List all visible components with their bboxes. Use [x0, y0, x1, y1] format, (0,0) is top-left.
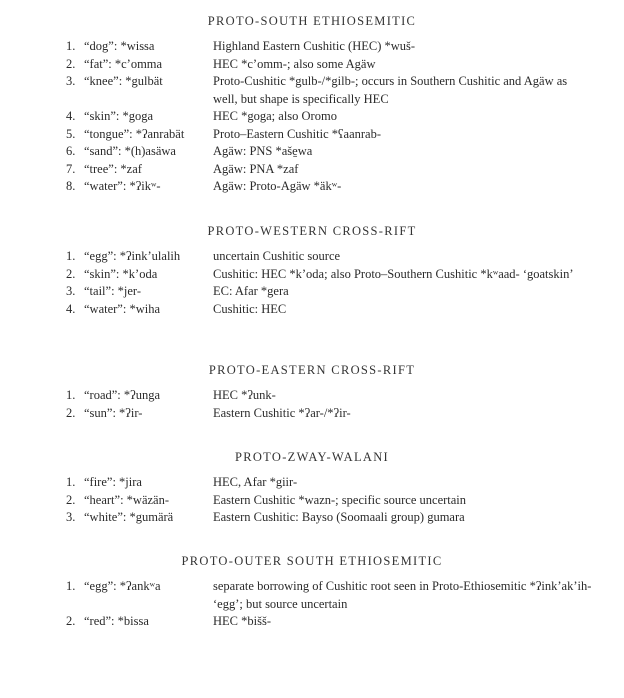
list-item [0, 178, 624, 196]
section-heading-proto-south-ethiosemitic: PROTO-SOUTH ETHIOSEMITIC [207, 14, 417, 28]
entry-number: 4. [66, 301, 76, 316]
entry-number: 3. [66, 74, 76, 88]
entry-form: “fire”: *jira [84, 475, 142, 489]
list-item [0, 38, 624, 56]
entry-source: Agäw: PNA *zaf [213, 161, 299, 176]
entry-source: Agäw: Proto-Agäw *äkʷ- [213, 179, 342, 193]
entry-number: 1. [66, 388, 76, 402]
entry-source: HEC *c’omm-; also some Agäw [213, 56, 376, 71]
entry-source: Proto–Eastern Cushitic *ʕaanrab- [213, 126, 382, 141]
entry-source: Eastern Cushitic: Bayso (Soomaali group) gumara [213, 510, 465, 524]
entry-form: “sun”: *ʔir- [84, 405, 143, 420]
entry-source: Cushitic: HEC *k’oda; also Proto–Southern Cushitic *kʷaad- ‘goatskin’ [213, 266, 574, 281]
entry-source: Agäw: PNS *aše̱wa [213, 144, 313, 158]
list-item [0, 474, 624, 492]
entry-form: “skin”: *k’oda [84, 266, 158, 281]
list-item [0, 387, 624, 405]
entry-list-proto-outer-south-ethiosemitic [0, 578, 624, 631]
list-item [0, 283, 624, 301]
entry-number: 8. [66, 179, 76, 193]
list-item [0, 405, 624, 423]
entry-number: 2. [66, 405, 76, 420]
list-item [0, 56, 624, 74]
entry-number: 2. [66, 56, 76, 71]
entry-source: separate borrowing of Cushitic root seen in Proto-Ethiosemitic *ʔink’ak’ih- ‘egg’; but source uncertain [213, 579, 592, 611]
entry-source: Eastern Cushitic *ʔar-/*ʔir- [213, 405, 351, 420]
entry-list-proto-zway-walani [0, 474, 624, 527]
entry-form: “egg”: *ʔankʷa [84, 579, 161, 593]
list-item [0, 266, 624, 284]
list-item [0, 108, 624, 126]
entry-list-proto-south-ethiosemitic [0, 38, 624, 196]
entry-form: “sand”: *(h)asäwa [84, 144, 176, 158]
entry-number: 1. [66, 579, 76, 593]
entry-number: 4. [66, 109, 76, 123]
list-item [0, 126, 624, 144]
entry-form: “skin”: *goga [84, 109, 154, 123]
list-item [0, 73, 624, 108]
entry-number: 3. [66, 510, 76, 524]
entry-form: “heart”: *wäzän- [84, 492, 170, 507]
section-heading-proto-outer-south-ethiosemitic: PROTO-OUTER SOUTH ETHIOSEMITIC [181, 554, 443, 568]
entry-source: EC: Afar *gera [213, 284, 289, 298]
section-heading-proto-zway-walani: PROTO-ZWAY-WALANI [234, 450, 390, 464]
entry-form: “tongue”: *ʔanrabät [84, 126, 185, 141]
entry-source: HEC *goga; also Oromo [213, 109, 337, 123]
entry-form: “fat”: *c’omma [84, 56, 163, 71]
entry-form: “knee”: *gulbät [84, 74, 163, 88]
entry-source: Highland Eastern Cushitic (HEC) *wuš- [213, 39, 416, 53]
entry-number: 1. [66, 249, 76, 263]
entry-number: 5. [66, 126, 76, 141]
entry-source: HEC *bišš- [213, 614, 271, 628]
entry-source: Eastern Cushitic *wazn-; specific source uncertain [213, 492, 467, 507]
list-item [0, 161, 624, 179]
entry-number: 2. [66, 266, 76, 281]
entry-number: 6. [66, 144, 76, 158]
entry-form: “tail”: *jer- [84, 284, 142, 298]
entry-number: 1. [66, 39, 76, 53]
list-item [0, 578, 624, 613]
list-item [0, 509, 624, 527]
list-item [0, 301, 624, 319]
entry-form: “red”: *bissa [84, 614, 149, 628]
entry-number: 2. [66, 614, 76, 628]
list-item [0, 492, 624, 510]
entry-form: “road”: *ʔunga [84, 388, 161, 402]
entry-number: 1. [66, 475, 76, 489]
entry-form: “white”: *gumärä [84, 510, 174, 524]
entry-list-proto-eastern-cross-rift [0, 387, 624, 422]
section-heading-proto-eastern-cross-rift: PROTO-EASTERN CROSS-RIFT [208, 363, 416, 377]
entry-source: uncertain Cushitic source [213, 249, 341, 263]
list-item [0, 613, 624, 631]
section-heading-proto-western-cross-rift: PROTO-WESTERN CROSS-RIFT [207, 224, 417, 238]
list-item [0, 143, 624, 161]
list-item [0, 248, 624, 266]
entry-number: 2. [66, 492, 76, 507]
entry-number: 3. [66, 284, 76, 298]
entry-list-proto-western-cross-rift [0, 248, 624, 318]
entry-form: “tree”: *zaf [84, 161, 142, 176]
entry-form: “dog”: *wissa [84, 39, 155, 53]
entry-source: HEC *ʔunk- [213, 388, 276, 402]
entry-number: 7. [66, 161, 76, 176]
entry-form: “egg”: *ʔink’ulalih [84, 249, 181, 263]
entry-source: Cushitic: HEC [213, 301, 287, 316]
entry-form: “water”: *wiha [84, 301, 161, 316]
entry-source: Proto-Cushitic *gulb-/*gilb-; occurs in Southern Cushitic and Agäw as well, but shape is specifically HEC [213, 74, 568, 106]
entry-form: “water”: *ʔikʷ- [84, 179, 161, 193]
entry-source: HEC, Afar *giir- [213, 475, 298, 489]
